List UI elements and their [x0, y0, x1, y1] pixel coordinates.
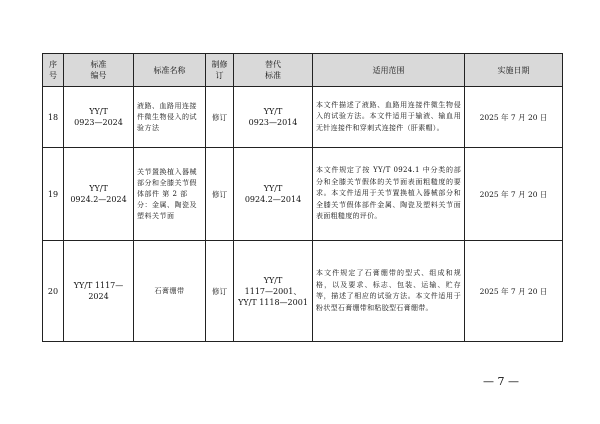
row-code: YY/T 0924.2—2024	[64, 148, 134, 241]
header-code: 标准 编号	[64, 54, 134, 87]
row-name: 关节置换植入器械部分和全膝关节假体部件 第 2 部分：金属、陶瓷及塑料关节面	[134, 148, 206, 241]
row-type: 修订	[206, 148, 234, 241]
row-type: 修订	[206, 87, 234, 148]
table-header-row	[43, 54, 563, 87]
page-number: — 7 —	[483, 375, 519, 388]
row-date: 2025 年 7 月 20 日	[465, 241, 563, 342]
header-type: 制修 订	[206, 54, 234, 87]
row-name: 石膏绷带	[134, 241, 206, 342]
row-name: 液路、血路用连接件微生物侵入的试验方法	[134, 87, 206, 148]
row-scope: 本文件规定了按 YY/T 0924.1 中分类的部分和全膝关节假体的关节面表面粗糙度的要求。本文件适用于关节置换植入器械部分和全膝关节假体部件金属、陶瓷及塑料关节面表面粗糙度的评价。	[313, 148, 465, 241]
header-date: 实施日期	[465, 54, 563, 87]
table-row	[43, 241, 563, 342]
row-replace: YY/T 0923—2014	[234, 87, 313, 148]
row-code: YY/T 0923—2024	[64, 87, 134, 148]
row-replace: YY/T 0924.2—2014	[234, 148, 313, 241]
table-row	[43, 148, 563, 241]
row-seq: 20	[43, 241, 64, 342]
row-date: 2025 年 7 月 20 日	[465, 148, 563, 241]
header-scope: 适用范围	[313, 54, 465, 87]
row-code: YY/T 1117—2024	[64, 241, 134, 342]
header-seq: 序号	[43, 54, 64, 87]
row-scope: 本文件描述了液路、血路用连接件微生物侵入的试验方法。本文件适用于输液、输血用无针连接件和穿刺式连接件（肝素帽）。	[313, 87, 465, 148]
row-replace: YY/T 1117—2001、 YY/T 1118—2001	[234, 241, 313, 342]
header-replace: 替代 标准	[234, 54, 313, 87]
row-seq: 19	[43, 148, 64, 241]
standards-table	[42, 53, 563, 342]
row-scope: 本文件规定了石膏绷带的型式、组成和规格，以及要求、标志、包装、运输、贮存等，描述了相应的试验方法。本文件适用于粉状型石膏绷带和粘胶型石膏绷带。	[313, 241, 465, 342]
header-name: 标准名称	[134, 54, 206, 87]
row-seq: 18	[43, 87, 64, 148]
row-type: 修订	[206, 241, 234, 342]
row-date: 2025 年 7 月 20 日	[465, 87, 563, 148]
table-row	[43, 87, 563, 148]
